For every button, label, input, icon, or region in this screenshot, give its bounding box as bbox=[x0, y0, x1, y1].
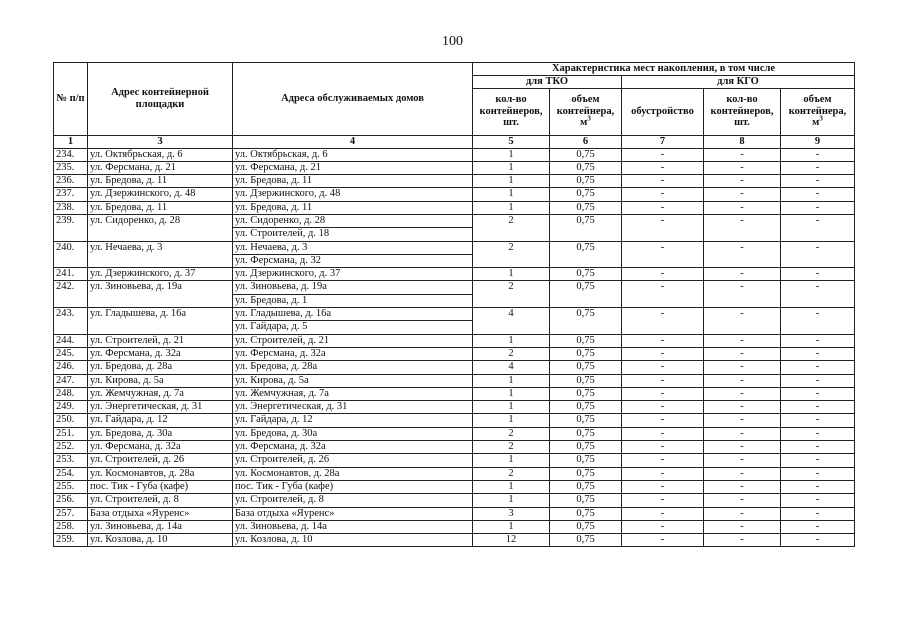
table-row bbox=[54, 427, 855, 440]
column-number: 5 bbox=[473, 135, 550, 148]
column-number: 8 bbox=[704, 135, 781, 148]
house-address: ул. Дзержинского, д. 48 bbox=[233, 188, 473, 201]
site-address: ул. Зиновьева, д. 14а bbox=[88, 520, 233, 533]
site-address: ул. Октябрьская, д. 6 bbox=[88, 148, 233, 161]
table-row bbox=[54, 214, 855, 227]
kgo-volume: - bbox=[781, 494, 855, 507]
table-row bbox=[54, 188, 855, 201]
kgo-count: - bbox=[704, 494, 781, 507]
arrangement: - bbox=[622, 441, 704, 454]
table-row bbox=[54, 454, 855, 467]
house-address: ул. Ферсмана, д. 32 bbox=[233, 254, 473, 267]
site-address: ул. Строителей, д. 8 bbox=[88, 494, 233, 507]
kgo-volume: - bbox=[781, 161, 855, 174]
kgo-count: - bbox=[704, 520, 781, 533]
container-sites-table bbox=[53, 62, 855, 547]
row-number: 259. bbox=[54, 534, 88, 547]
table-row bbox=[54, 467, 855, 480]
arrangement: - bbox=[622, 387, 704, 400]
kgo-volume: - bbox=[781, 467, 855, 480]
header-address-site: Адрес контейнерной площадки bbox=[88, 63, 233, 136]
tko-count: 1 bbox=[473, 387, 550, 400]
header-num: № п/п bbox=[54, 63, 88, 136]
row-number: 248. bbox=[54, 387, 88, 400]
site-address: ул. Энергетическая, д. 31 bbox=[88, 401, 233, 414]
tko-count: 1 bbox=[473, 494, 550, 507]
row-number: 257. bbox=[54, 507, 88, 520]
kgo-count: - bbox=[704, 441, 781, 454]
kgo-count: - bbox=[704, 534, 781, 547]
arrangement: - bbox=[622, 427, 704, 440]
site-address: ул. Нечаева, д. 3 bbox=[88, 241, 233, 268]
tko-volume: 0,75 bbox=[550, 454, 622, 467]
kgo-count: - bbox=[704, 268, 781, 281]
house-address: ул. Космонавтов, д. 28а bbox=[233, 467, 473, 480]
tko-count: 1 bbox=[473, 175, 550, 188]
house-address: ул. Гайдара, д. 12 bbox=[233, 414, 473, 427]
house-address: пос. Тик - Губа (кафе) bbox=[233, 480, 473, 493]
tko-volume: 0,75 bbox=[550, 520, 622, 533]
house-address: ул. Зиновьева, д. 14а bbox=[233, 520, 473, 533]
house-address: ул. Бредова, д. 11 bbox=[233, 201, 473, 214]
kgo-count: - bbox=[704, 454, 781, 467]
table-row bbox=[54, 308, 855, 321]
site-address: ул. Козлова, д. 10 bbox=[88, 534, 233, 547]
kgo-volume: - bbox=[781, 281, 855, 308]
kgo-count: - bbox=[704, 507, 781, 520]
house-address: ул. Ферсмана, д. 32а bbox=[233, 347, 473, 360]
table-row bbox=[54, 387, 855, 400]
kgo-volume: - bbox=[781, 387, 855, 400]
kgo-count: - bbox=[704, 201, 781, 214]
house-address: ул. Бредова, д. 1 bbox=[233, 294, 473, 307]
table-row bbox=[54, 347, 855, 360]
house-address: ул. Ферсмана, д. 32а bbox=[233, 441, 473, 454]
kgo-count: - bbox=[704, 361, 781, 374]
kgo-count: - bbox=[704, 387, 781, 400]
arrangement: - bbox=[622, 201, 704, 214]
row-number: 237. bbox=[54, 188, 88, 201]
kgo-volume: - bbox=[781, 188, 855, 201]
kgo-volume: - bbox=[781, 148, 855, 161]
tko-count: 1 bbox=[473, 161, 550, 174]
house-address: ул. Ферсмана, д. 21 bbox=[233, 161, 473, 174]
table-row bbox=[54, 534, 855, 547]
tko-count: 2 bbox=[473, 281, 550, 308]
header-tko: для ТКО bbox=[473, 76, 622, 89]
header-kgo-volume: объем контейнера, $м^3$ bbox=[781, 88, 855, 135]
arrangement: - bbox=[622, 347, 704, 360]
tko-count: 2 bbox=[473, 441, 550, 454]
tko-count: 1 bbox=[473, 414, 550, 427]
row-number: 255. bbox=[54, 480, 88, 493]
tko-volume: 0,75 bbox=[550, 308, 622, 335]
arrangement: - bbox=[622, 175, 704, 188]
house-address: ул. Гладышева, д. 16а bbox=[233, 308, 473, 321]
table-row bbox=[54, 441, 855, 454]
house-address: ул. Энергетическая, д. 31 bbox=[233, 401, 473, 414]
column-numbers-row bbox=[54, 135, 855, 148]
kgo-volume: - bbox=[781, 214, 855, 241]
house-address: ул. Кирова, д. 5а bbox=[233, 374, 473, 387]
site-address: ул. Бредова, д. 30а bbox=[88, 427, 233, 440]
kgo-count: - bbox=[704, 374, 781, 387]
tko-count: 2 bbox=[473, 467, 550, 480]
site-address: ул. Кирова, д. 5а bbox=[88, 374, 233, 387]
house-address: ул. Строителей, д. 18 bbox=[233, 228, 473, 241]
arrangement: - bbox=[622, 480, 704, 493]
row-number: 242. bbox=[54, 281, 88, 308]
kgo-volume: - bbox=[781, 347, 855, 360]
tko-volume: 0,75 bbox=[550, 414, 622, 427]
tko-count: 1 bbox=[473, 454, 550, 467]
house-address: ул. Бредова, д. 30а bbox=[233, 427, 473, 440]
row-number: 246. bbox=[54, 361, 88, 374]
kgo-count: - bbox=[704, 480, 781, 493]
house-address: ул. Строителей, д. 21 bbox=[233, 334, 473, 347]
tko-volume: 0,75 bbox=[550, 201, 622, 214]
kgo-count: - bbox=[704, 161, 781, 174]
table-row bbox=[54, 494, 855, 507]
house-address: ул. Октябрьская, д. 6 bbox=[233, 148, 473, 161]
site-address: ул. Гладышева, д. 16а bbox=[88, 308, 233, 335]
tko-count: 12 bbox=[473, 534, 550, 547]
tko-volume: 0,75 bbox=[550, 361, 622, 374]
arrangement: - bbox=[622, 467, 704, 480]
arrangement: - bbox=[622, 414, 704, 427]
header-arrangement: обустройство bbox=[622, 88, 704, 135]
house-address: ул. Козлова, д. 10 bbox=[233, 534, 473, 547]
tko-count: 4 bbox=[473, 308, 550, 335]
header-address-houses: Адреса обслуживаемых домов bbox=[233, 63, 473, 136]
table-row bbox=[54, 281, 855, 294]
arrangement: - bbox=[622, 494, 704, 507]
arrangement: - bbox=[622, 520, 704, 533]
house-address: ул. Строителей, д. 26 bbox=[233, 454, 473, 467]
kgo-count: - bbox=[704, 334, 781, 347]
site-address: ул. Космонавтов, д. 28а bbox=[88, 467, 233, 480]
house-address: ул. Зиновьева, д. 19а bbox=[233, 281, 473, 294]
header-kgo: для КГО bbox=[622, 76, 855, 89]
house-address: ул. Нечаева, д. 3 bbox=[233, 241, 473, 254]
tko-count: 1 bbox=[473, 268, 550, 281]
site-address: ул. Гайдара, д. 12 bbox=[88, 414, 233, 427]
site-address: ул. Бредова, д. 11 bbox=[88, 201, 233, 214]
table-row bbox=[54, 201, 855, 214]
tko-volume: 0,75 bbox=[550, 161, 622, 174]
tko-volume: 0,75 bbox=[550, 241, 622, 268]
header-kgo-count: кол-во контейнеров, шт. bbox=[704, 88, 781, 135]
tko-volume: 0,75 bbox=[550, 281, 622, 308]
arrangement: - bbox=[622, 308, 704, 335]
kgo-volume: - bbox=[781, 175, 855, 188]
kgo-volume: - bbox=[781, 361, 855, 374]
row-number: 239. bbox=[54, 214, 88, 241]
kgo-volume: - bbox=[781, 480, 855, 493]
kgo-volume: - bbox=[781, 441, 855, 454]
header-tko-count: кол-во контейнеров, шт. bbox=[473, 88, 550, 135]
tko-volume: 0,75 bbox=[550, 507, 622, 520]
tko-count: 2 bbox=[473, 427, 550, 440]
house-address: ул. Бредова, д. 11 bbox=[233, 175, 473, 188]
tko-count: 2 bbox=[473, 241, 550, 268]
row-number: 256. bbox=[54, 494, 88, 507]
house-address: ул. Дзержинского, д. 37 bbox=[233, 268, 473, 281]
tko-volume: 0,75 bbox=[550, 441, 622, 454]
tko-volume: 0,75 bbox=[550, 214, 622, 241]
table-row bbox=[54, 414, 855, 427]
kgo-count: - bbox=[704, 427, 781, 440]
site-address: ул. Дзержинского, д. 37 bbox=[88, 268, 233, 281]
house-address: ул. Сидоренко, д. 28 bbox=[233, 214, 473, 227]
table-row bbox=[54, 507, 855, 520]
kgo-count: - bbox=[704, 188, 781, 201]
row-number: 258. bbox=[54, 520, 88, 533]
table-row bbox=[54, 148, 855, 161]
tko-volume: 0,75 bbox=[550, 268, 622, 281]
column-number: 3 bbox=[88, 135, 233, 148]
kgo-volume: - bbox=[781, 454, 855, 467]
page-number: 100 bbox=[442, 34, 463, 49]
table-row bbox=[54, 334, 855, 347]
table-row bbox=[54, 268, 855, 281]
site-address: ул. Жемчужная, д. 7а bbox=[88, 387, 233, 400]
column-number: 9 bbox=[781, 135, 855, 148]
kgo-volume: - bbox=[781, 374, 855, 387]
house-address: ул. Бредова, д. 28а bbox=[233, 361, 473, 374]
arrangement: - bbox=[622, 241, 704, 268]
kgo-volume: - bbox=[781, 241, 855, 268]
house-address: ул. Строителей, д. 8 bbox=[233, 494, 473, 507]
tko-volume: 0,75 bbox=[550, 401, 622, 414]
column-number: 4 bbox=[233, 135, 473, 148]
tko-volume: 0,75 bbox=[550, 188, 622, 201]
kgo-count: - bbox=[704, 308, 781, 335]
tko-count: 2 bbox=[473, 214, 550, 241]
tko-volume: 0,75 bbox=[550, 374, 622, 387]
arrangement: - bbox=[622, 454, 704, 467]
arrangement: - bbox=[622, 281, 704, 308]
arrangement: - bbox=[622, 401, 704, 414]
header-characteristic: Характеристика мест накопления, в том числе bbox=[473, 63, 855, 76]
kgo-volume: - bbox=[781, 534, 855, 547]
arrangement: - bbox=[622, 507, 704, 520]
tko-count: 1 bbox=[473, 148, 550, 161]
row-number: 247. bbox=[54, 374, 88, 387]
kgo-count: - bbox=[704, 401, 781, 414]
kgo-volume: - bbox=[781, 507, 855, 520]
table-row bbox=[54, 361, 855, 374]
house-address: ул. Гайдара, д. 5 bbox=[233, 321, 473, 334]
row-number: 245. bbox=[54, 347, 88, 360]
table-row bbox=[54, 401, 855, 414]
tko-volume: 0,75 bbox=[550, 467, 622, 480]
row-number: 240. bbox=[54, 241, 88, 268]
kgo-count: - bbox=[704, 467, 781, 480]
table-row bbox=[54, 480, 855, 493]
row-number: 252. bbox=[54, 441, 88, 454]
kgo-count: - bbox=[704, 241, 781, 268]
site-address: База отдыха «Яуренс» bbox=[88, 507, 233, 520]
kgo-volume: - bbox=[781, 268, 855, 281]
arrangement: - bbox=[622, 161, 704, 174]
tko-volume: 0,75 bbox=[550, 334, 622, 347]
row-number: 244. bbox=[54, 334, 88, 347]
kgo-count: - bbox=[704, 281, 781, 308]
tko-count: 1 bbox=[473, 201, 550, 214]
arrangement: - bbox=[622, 361, 704, 374]
site-address: ул. Бредова, д. 28а bbox=[88, 361, 233, 374]
site-address: ул. Дзержинского, д. 48 bbox=[88, 188, 233, 201]
site-address: ул. Сидоренко, д. 28 bbox=[88, 214, 233, 241]
tko-count: 2 bbox=[473, 347, 550, 360]
site-address: ул. Строителей, д. 21 bbox=[88, 334, 233, 347]
column-number: 1 bbox=[54, 135, 88, 148]
row-number: 234. bbox=[54, 148, 88, 161]
row-number: 249. bbox=[54, 401, 88, 414]
table-row bbox=[54, 175, 855, 188]
tko-volume: 0,75 bbox=[550, 534, 622, 547]
table-row bbox=[54, 161, 855, 174]
arrangement: - bbox=[622, 188, 704, 201]
kgo-volume: - bbox=[781, 201, 855, 214]
tko-volume: 0,75 bbox=[550, 427, 622, 440]
header-tko-volume: объем контейнера, $м^3$ bbox=[550, 88, 622, 135]
kgo-count: - bbox=[704, 148, 781, 161]
tko-count: 1 bbox=[473, 374, 550, 387]
row-number: 235. bbox=[54, 161, 88, 174]
arrangement: - bbox=[622, 148, 704, 161]
row-number: 250. bbox=[54, 414, 88, 427]
tko-count: 1 bbox=[473, 188, 550, 201]
kgo-count: - bbox=[704, 175, 781, 188]
kgo-count: - bbox=[704, 214, 781, 241]
tko-count: 1 bbox=[473, 334, 550, 347]
site-address: пос. Тик - Губа (кафе) bbox=[88, 480, 233, 493]
arrangement: - bbox=[622, 374, 704, 387]
tko-volume: 0,75 bbox=[550, 148, 622, 161]
kgo-volume: - bbox=[781, 427, 855, 440]
column-number: 7 bbox=[622, 135, 704, 148]
site-address: ул. Ферсмана, д. 21 bbox=[88, 161, 233, 174]
site-address: ул. Ферсмана, д. 32а bbox=[88, 441, 233, 454]
site-address: ул. Ферсмана, д. 32а bbox=[88, 347, 233, 360]
row-number: 243. bbox=[54, 308, 88, 335]
arrangement: - bbox=[622, 214, 704, 241]
table-row bbox=[54, 520, 855, 533]
column-number: 6 bbox=[550, 135, 622, 148]
house-address: ул. Жемчужная, д. 7а bbox=[233, 387, 473, 400]
table-row bbox=[54, 241, 855, 254]
site-address: ул. Бредова, д. 11 bbox=[88, 175, 233, 188]
arrangement: - bbox=[622, 534, 704, 547]
kgo-volume: - bbox=[781, 520, 855, 533]
row-number: 254. bbox=[54, 467, 88, 480]
tko-count: 1 bbox=[473, 520, 550, 533]
site-address: ул. Строителей, д. 26 bbox=[88, 454, 233, 467]
kgo-count: - bbox=[704, 347, 781, 360]
kgo-volume: - bbox=[781, 308, 855, 335]
tko-count: 1 bbox=[473, 401, 550, 414]
kgo-volume: - bbox=[781, 414, 855, 427]
tko-volume: 0,75 bbox=[550, 347, 622, 360]
tko-count: 1 bbox=[473, 480, 550, 493]
row-number: 251. bbox=[54, 427, 88, 440]
arrangement: - bbox=[622, 268, 704, 281]
table-body bbox=[54, 148, 855, 547]
arrangement: - bbox=[622, 334, 704, 347]
kgo-volume: - bbox=[781, 401, 855, 414]
row-number: 236. bbox=[54, 175, 88, 188]
house-address: База отдыха «Яуренс» bbox=[233, 507, 473, 520]
tko-count: 3 bbox=[473, 507, 550, 520]
tko-volume: 0,75 bbox=[550, 387, 622, 400]
row-number: 241. bbox=[54, 268, 88, 281]
tko-count: 4 bbox=[473, 361, 550, 374]
tko-volume: 0,75 bbox=[550, 175, 622, 188]
tko-volume: 0,75 bbox=[550, 480, 622, 493]
kgo-count: - bbox=[704, 414, 781, 427]
row-number: 253. bbox=[54, 454, 88, 467]
row-number: 238. bbox=[54, 201, 88, 214]
table-row bbox=[54, 374, 855, 387]
tko-volume: 0,75 bbox=[550, 494, 622, 507]
kgo-volume: - bbox=[781, 334, 855, 347]
site-address: ул. Зиновьева, д. 19а bbox=[88, 281, 233, 308]
